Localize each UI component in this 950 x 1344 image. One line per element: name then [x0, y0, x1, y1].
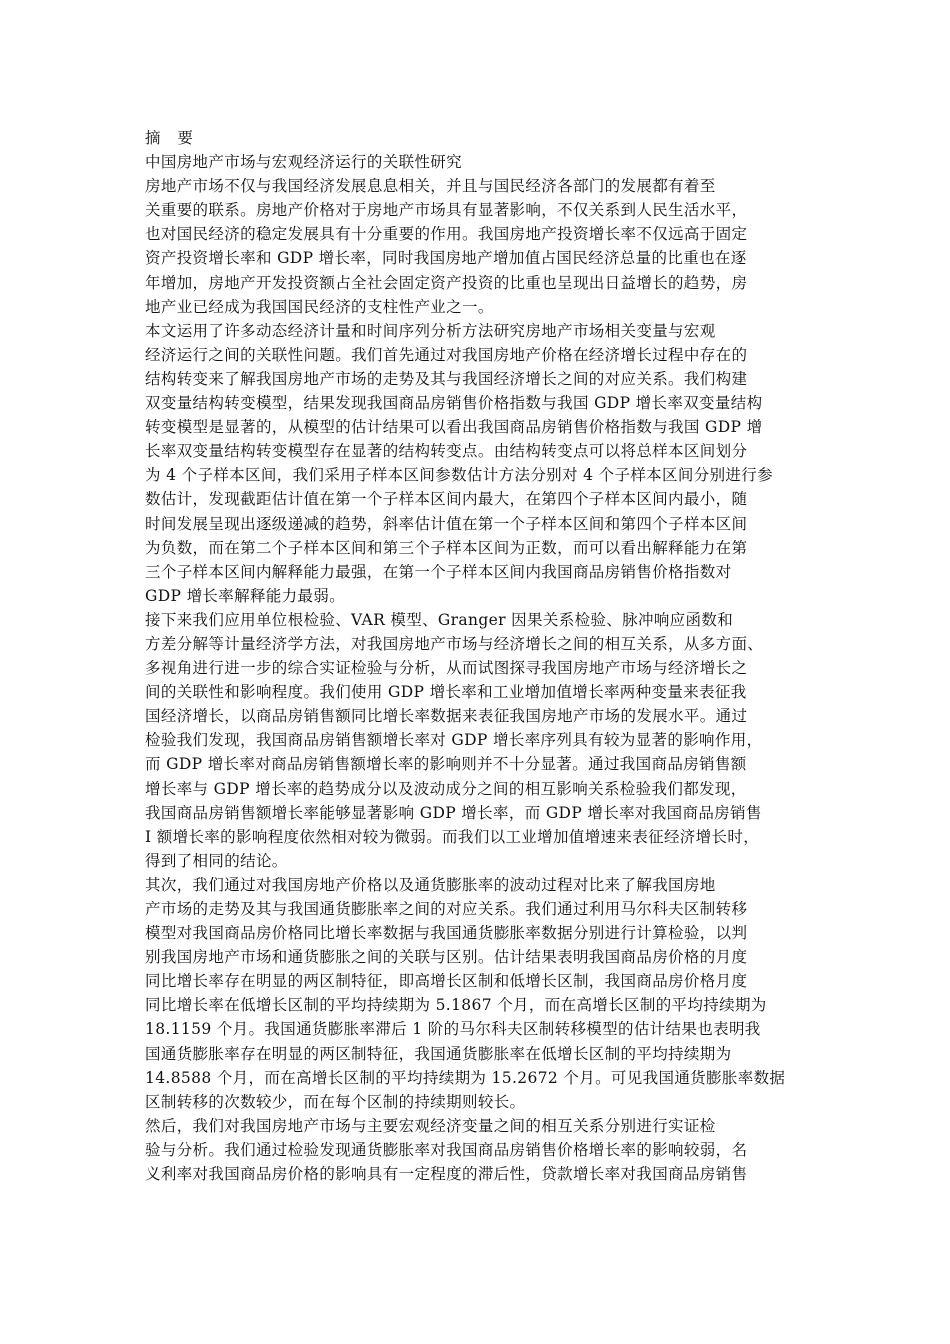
text-line: 时间发展呈现出逐级递减的趋势，斜率估计值在第一个子样本区间和第四个子样本区间	[145, 514, 748, 533]
text-line: 同比增长率存在明显的两区制特征，即高增长区制和低增长区制，我国商品房价格月度	[145, 972, 748, 991]
text-line: 得到了相同的结论。	[145, 851, 288, 870]
text-line: 增长率与 GDP 增长率的趋势成分以及波动成分之间的相互影响关系检验我们都发现，	[145, 779, 747, 798]
text-line: 关重要的联系。房地产价格对于房地产市场具有显著影响，不仅关系到人民生活水平，	[145, 201, 748, 220]
text-line: 国经济增长，以商品房销售额同比增长率数据来表征我国房地产市场的发展水平。通过	[145, 707, 748, 726]
text-line: 然后，我们对我国房地产市场与主要宏观经济变量之间的相互关系分别进行实证检	[145, 1116, 716, 1135]
paragraph	[145, 1114, 805, 1186]
text-line: I 额增长率的影响程度依然相对较为微弱。而我们以工业增加值增速来表征经济增长时，	[145, 827, 760, 846]
text-line: 数估计，发现截距估计值在第一个子样本区间内最大，在第四个子样本区间内最小，随	[145, 490, 748, 509]
text-line: 也对国民经济的稳定发展具有十分重要的作用。我国房地产投资增长率不仅远高于固定	[145, 225, 748, 244]
text-line: 本文运用了许多动态经济计量和时间序列分析方法研究房地产市场相关变量与宏观	[145, 321, 716, 340]
paragraph	[145, 174, 805, 319]
text-line: 为负数，而在第二个子样本区间和第三个子样本区间为正数，而可以看出解释能力在第	[145, 538, 748, 557]
document-title: 中国房地产市场与宏观经济运行的关联性研究	[145, 153, 463, 172]
text-line: 区制转移的次数较少，而在每个区制的持续期则较长。	[145, 1092, 526, 1111]
text-line: 转变模型是显著的，从模型的估计结果可以看出我国商品房销售价格指数与我国 GDP 增	[145, 418, 763, 437]
text-line: 义利率对我国商品房价格的影响具有一定程度的滞后性，贷款增长率对我国商品房销售	[145, 1165, 748, 1184]
text-line: 检验我们发现，我国商品房销售额增长率对 GDP 增长率序列具有较为显著的影响作用，	[145, 731, 763, 750]
abstract-heading: 摘 要	[145, 129, 199, 147]
text-line: 模型对我国商品房价格同比增长率数据与我国通货膨胀率数据分别进行计算检验，以判	[145, 924, 748, 943]
document-body	[145, 174, 805, 1186]
text-line: 结构转变来了解我国房地产市场的走势及其与我国经济增长之间的对应关系。我们构建	[145, 369, 748, 388]
text-line: 国通货膨胀率存在明显的两区制特征，我国通货膨胀率在低增长区制的平均持续期为	[145, 1044, 732, 1063]
text-line: 多视角进行进一步的综合实证检验与分析，从而试图探寻我国房地产市场与经济增长之	[145, 659, 748, 678]
text-line: 三个子样本区间内解释能力最强，在第一个子样本区间内我国商品房销售价格指数对	[145, 562, 732, 581]
text-line: 同比增长率在低增长区制的平均持续期为 5.1867 个月，而在高增长区制的平均持续期为	[145, 996, 767, 1015]
text-line: 年增加，房地产开发投资额占全社会固定资产投资的比重也呈现出日益增长的趋势，房	[145, 273, 748, 292]
text-line: 经济运行之间的关联性问题。我们首先通过对我国房地产价格在经济增长过程中存在的	[145, 345, 748, 364]
text-line: 验与分析。我们通过检验发现通货膨胀率对我国商品房销售价格增长率的影响较弱，名	[145, 1140, 748, 1159]
text-line: 房地产市场不仅与我国经济发展息息相关，并且与国民经济各部门的发展都有着至	[145, 177, 716, 196]
text-line: 14.8588 个月，而在高增长区制的平均持续期为 15.2672 个月。可见我国通货膨胀率数据	[145, 1068, 786, 1087]
text-line: 资产投资增长率和 GDP 增长率，同时我国房地产增加值占国民经济总量的比重也在逐	[145, 249, 747, 268]
paragraph	[145, 319, 805, 608]
paragraph	[145, 873, 805, 1114]
text-line: 而 GDP 增长率对商品房销售额增长率的影响则并不十分显著。通过我国商品房销售额	[145, 755, 747, 774]
text-line: 为 4 个子样本区间，我们采用子样本区间参数估计方法分别对 4 个子样本区间分别进行参	[145, 466, 773, 485]
paragraph	[145, 608, 805, 873]
document-page	[145, 126, 805, 1186]
text-line: 产市场的走势及其与我国通货膨胀率之间的对应关系。我们通过利用马尔科夫区制转移	[145, 900, 748, 918]
text-line: 双变量结构转变模型，结果发现我国商品房销售价格指数与我国 GDP 增长率双变量结构	[145, 394, 763, 413]
text-line: 间的关联性和影响程度。我们使用 GDP 增长率和工业增加值增长率两种变量来表征我	[145, 683, 747, 702]
text-line: 接下来我们应用单位根检验、VAR 模型、Granger 因果关系检验、脉冲响应函数和	[145, 610, 734, 629]
text-line: 长率双变量结构转变模型存在显著的结构转变点。由结构转变点可以将总样本区间划分	[145, 442, 748, 461]
text-line: 地产业已经成为我国国民经济的支柱性产业之一。	[145, 297, 494, 316]
text-line: 其次，我们通过对我国房地产价格以及通货膨胀率的波动过程对比来了解我国房地	[145, 875, 716, 894]
text-line: 18.1159 个月。我国通货膨胀率滞后 1 阶的马尔科夫区制转移模型的估计结果也表明我	[145, 1020, 761, 1039]
text-line: 方差分解等计量经济学方法，对我国房地产市场与经济增长之间的相互关系，从多方面、	[145, 634, 764, 653]
text-line: 我国商品房销售额增长率能够显著影响 GDP 增长率，而 GDP 增长率对我国商品房销售	[145, 803, 762, 822]
text-line: GDP 增长率解释能力最弱。	[145, 586, 346, 605]
text-line: 别我国房地产市场和通货膨胀之间的关联与区别。估计结果表明我国商品房价格的月度	[145, 948, 748, 967]
